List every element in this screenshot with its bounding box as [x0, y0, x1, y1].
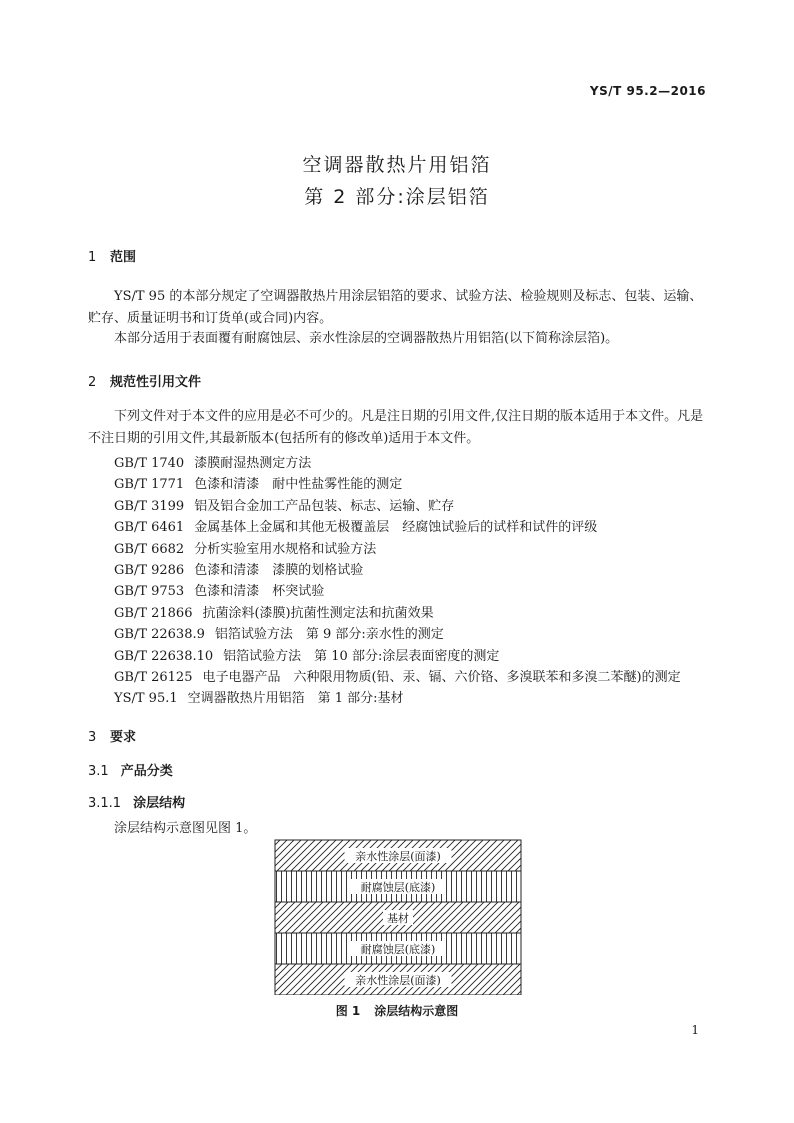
- reference-code: GB/T 21866: [114, 605, 193, 621]
- reference-title: 漆膜耐湿热测定方法: [194, 456, 312, 471]
- reference-code: GB/T 1740: [114, 456, 185, 471]
- reference-item: [114, 538, 376, 557]
- reference-item: [114, 473, 402, 492]
- reference-item: [114, 645, 499, 664]
- section-title: 涂层结构: [133, 796, 186, 811]
- reference-title: 色漆和清漆 杯突试验: [194, 584, 325, 600]
- reference-code: GB/T 22638.9: [114, 627, 205, 643]
- reference-item: [114, 516, 597, 535]
- reference-title: 铝箔试验方法 第 9 部分:亲水性的测定: [214, 627, 444, 643]
- reference-title: 色漆和清漆 耐中性盐雾性能的测定: [194, 477, 403, 493]
- section-3-1-1-heading: [88, 792, 185, 811]
- section-title: 要求: [110, 730, 137, 745]
- reference-title: 金属基体上金属和其他无极覆盖层 经腐蚀试验后的试样和试件的评级: [194, 520, 598, 536]
- section-title: 规范性引用文件: [110, 375, 202, 390]
- figure-number: 图 1: [335, 1004, 361, 1018]
- section-1-paragraph-1: YS/T 95 的本部分规定了空调器散热片用涂层铝箔的要求、试验方法、检验规则及标志、包装、运输、贮存、质量证明书和订货单(或合同)内容。: [88, 289, 703, 326]
- reference-title: 分析实验室用水规格和试验方法: [194, 541, 377, 557]
- section-number: 1: [88, 250, 97, 265]
- section-1-paragraph-2: 本部分适用于表面覆有耐腐蚀层、亲水性涂层的空调器散热片用铝箔(以下简称涂层箔)。: [114, 331, 619, 346]
- section-number: 3.1: [88, 764, 109, 779]
- section-2-heading: [88, 371, 201, 390]
- reference-code: GB/T 6461: [114, 520, 185, 536]
- figure-layer-label: 亲水性涂层(面漆): [355, 850, 441, 863]
- section-1-heading: [88, 246, 136, 265]
- figure-layer-label: 亲水性涂层(面漆): [355, 974, 441, 987]
- section-3-1-heading: [88, 760, 173, 779]
- figure-layer-label: 耐腐蚀层(底漆): [360, 943, 436, 956]
- section-2-paragraph-1: 下列文件对于本文件的应用是必不可少的。凡是注日期的引用文件,仅注日期的版本适用于本文件。凡是不注日期的引用文件,其最新版本(包括所有的修改单)适用于本文件。: [88, 409, 704, 446]
- reference-title: 抗菌涂料(漆膜)抗菌性测定法和抗菌效果: [202, 605, 434, 621]
- reference-code: GB/T 3199: [114, 498, 185, 514]
- reference-code: YS/T 95.1: [114, 691, 178, 707]
- reference-title: 空调器散热片用铝箔 第 1 部分:基材: [187, 691, 404, 707]
- document-subtitle: 第 2 部分:涂层铝箔: [304, 186, 490, 208]
- reference-title: 铝及铝合金加工产品包装、标志、运输、贮存: [194, 498, 455, 514]
- standard-code: YS/T 95.2—2016: [589, 84, 706, 98]
- reference-code: GB/T 1771: [114, 477, 185, 493]
- reference-item: [114, 580, 324, 599]
- section-number: 2: [88, 375, 97, 390]
- section-3-1-1-paragraph: 涂层结构示意图见图 1。: [114, 821, 257, 836]
- reference-item: [114, 495, 454, 514]
- coating-structure-figure: [274, 839, 522, 995]
- reference-code: GB/T 6682: [114, 541, 185, 557]
- page-number: 1: [691, 1023, 699, 1037]
- reference-code: GB/T 9286: [114, 563, 185, 578]
- reference-item: [114, 452, 311, 471]
- figure-layer-label: 耐腐蚀层(底漆): [360, 881, 436, 894]
- figure-title: 涂层结构示意图: [374, 1004, 459, 1018]
- reference-item: [114, 602, 434, 621]
- section-number: 3: [88, 730, 97, 745]
- reference-title: 色漆和清漆 漆膜的划格试验: [194, 563, 364, 578]
- section-3-heading: [88, 726, 136, 745]
- section-title: 产品分类: [120, 764, 173, 779]
- reference-code: GB/T 26125: [114, 670, 193, 685]
- reference-code: GB/T 9753: [114, 584, 185, 600]
- reference-item: [114, 559, 363, 578]
- reference-code: GB/T 22638.10: [114, 648, 214, 664]
- section-number: 3.1.1: [88, 796, 122, 811]
- reference-title: 电子电器产品 六种限用物质(铅、汞、镉、六价铬、多溴联苯和多溴二苯醚)的测定: [202, 670, 681, 685]
- reference-item: [114, 687, 404, 706]
- document-title: 空调器散热片用铝箔: [302, 154, 492, 176]
- reference-title: 铝箔试验方法 第 10 部分:涂层表面密度的测定: [223, 648, 500, 664]
- reference-item: [114, 623, 444, 642]
- section-title: 范围: [110, 250, 137, 265]
- figure-caption: [0, 1002, 794, 1019]
- figure-layer-label: 基材: [387, 912, 409, 925]
- reference-item: [114, 666, 681, 685]
